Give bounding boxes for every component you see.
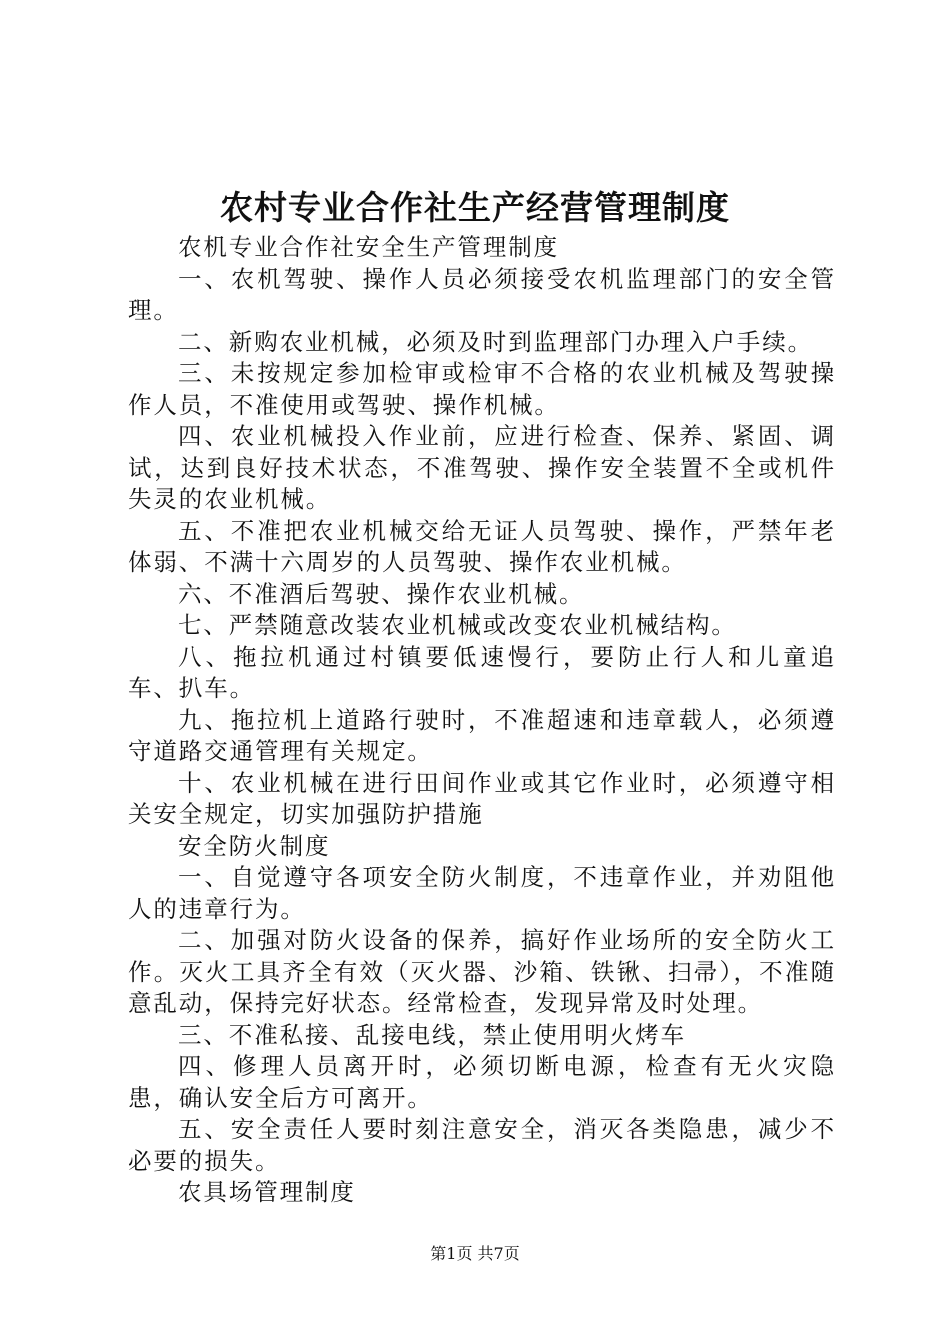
document-body — [128, 232, 836, 1209]
paragraph: 三、不准私接、乱接电线，禁止使用明火烤车 — [178, 1020, 686, 1049]
paragraph: 四、农业机械投入作业前，应进行检查、保养、紧固、调试，达到良好技术状态，不准驾驶、操作安全装置不全或机件失灵的农业机械。 — [128, 422, 836, 513]
paragraph: 三、未按规定参加检审或检审不合格的农业机械及驾驶操作人员，不准使用或驾驶、操作机械。 — [128, 359, 836, 419]
paragraph: 八、拖拉机通过村镇要低速慢行，要防止行人和儿童追车、扒车。 — [128, 642, 836, 702]
paragraph: 二、新购农业机械，必须及时到监理部门办理入户手续。 — [178, 327, 813, 356]
paragraph: 九、拖拉机上道路行驶时，不准超速和违章载人，必须遵守道路交通管理有关规定。 — [128, 705, 836, 765]
paragraph: 十、农业机械在进行田间作业或其它作业时，必须遵守相关安全规定，切实加强防护措施 — [128, 768, 836, 828]
document-title: 农村专业合作社生产经营管理制度 — [220, 188, 730, 227]
page-footer: 第1页 共7页 — [430, 1244, 520, 1263]
paragraph-section-heading-tool-yard: 农具场管理制度 — [178, 1178, 356, 1206]
paragraph: 六、不准酒后驾驶、操作农业机械。 — [178, 579, 585, 608]
paragraph: 四、修理人员离开时，必须切断电源，检查有无火灾隐患，确认安全后方可离开。 — [128, 1052, 836, 1112]
paragraph: 五、不准把农业机械交给无证人员驾驶、操作，严禁年老体弱、不满十六周岁的人员驾驶、操作农业机械。 — [128, 516, 836, 576]
paragraph: 一、自觉遵守各项安全防火制度，不违章作业，并劝阻他人的违章行为。 — [128, 863, 836, 923]
paragraph: 五、安全责任人要时刻注意安全，消灭各类隐患，减少不必要的损失。 — [128, 1115, 836, 1175]
paragraph: 二、加强对防火设备的保养，搞好作业场所的安全防火工作。灭火工具齐全有效（灭火器、沙箱、铁锹、扫帚），不准随意乱动，保持完好状态。经常检查，发现异常及时处理。 — [128, 926, 836, 1017]
paragraph-section-heading-fire-safety: 安全防火制度 — [178, 831, 331, 860]
paragraph: 一、农机驾驶、操作人员必须接受农机监理部门的安全管理。 — [128, 264, 836, 324]
paragraph-section-heading-machinery: 农机专业合作社安全生产管理制度 — [178, 233, 559, 261]
paragraph: 七、严禁随意改装农业机械或改变农业机械结构。 — [178, 611, 737, 639]
